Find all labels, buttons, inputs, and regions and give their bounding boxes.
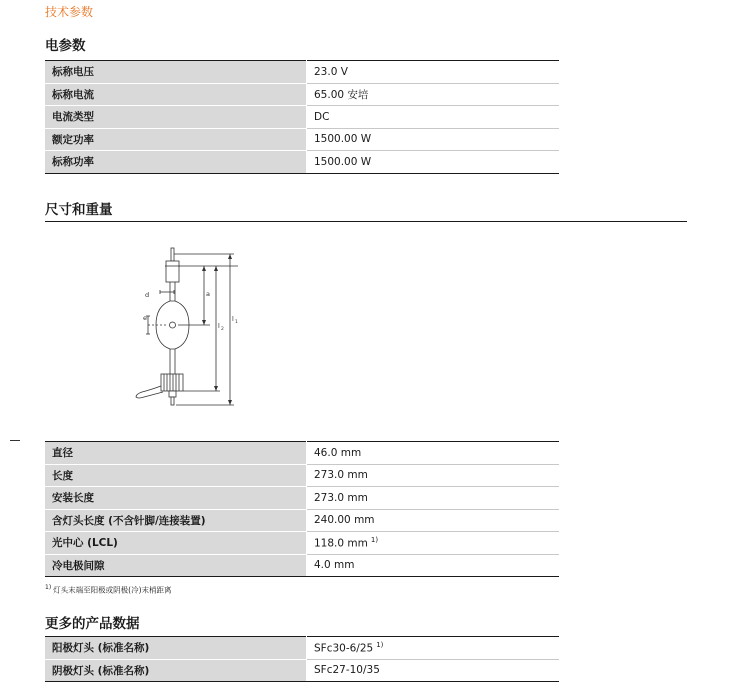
- table-row: [45, 128, 559, 151]
- footnote: [45, 584, 172, 596]
- table-row: [45, 532, 559, 555]
- row-value: 273.0 mm: [307, 487, 560, 510]
- row-value: SFc30-6/25 $^{1)}$: [307, 637, 560, 660]
- row-value: 65.00 安培: [307, 83, 560, 106]
- electrical-table: [45, 60, 559, 174]
- label-a: a: [206, 290, 210, 298]
- section-title-dimensions: 尺寸和重量: [45, 202, 113, 218]
- label-l2-sub: 2: [221, 327, 224, 332]
- margin-mark: [10, 440, 20, 441]
- row-key: 电流类型: [45, 106, 307, 129]
- table-row: [45, 464, 559, 487]
- table-row: [45, 151, 559, 174]
- table-row: [45, 106, 559, 129]
- table-row: [45, 554, 559, 577]
- label-l1: l: [232, 315, 234, 323]
- section-title-more-data: 更多的产品数据: [45, 616, 140, 632]
- table-row: [45, 659, 559, 682]
- row-value: 240.00 mm: [307, 509, 560, 532]
- section-divider: [45, 221, 687, 222]
- row-key: 标称电压: [45, 61, 307, 84]
- row-value: 273.0 mm: [307, 464, 560, 487]
- row-key: 标称电流: [45, 83, 307, 106]
- row-key: 标称功率: [45, 151, 307, 174]
- row-value: DC: [307, 106, 560, 129]
- label-d: d: [145, 291, 150, 299]
- row-value: 118.0 mm $^{1)}$: [307, 532, 560, 555]
- table-row: [45, 61, 559, 84]
- lamp-dimension-diagram: [130, 246, 250, 414]
- dimensions-table: [45, 441, 559, 577]
- table-row: [45, 509, 559, 532]
- row-value: SFc27-10/35: [307, 659, 560, 682]
- row-value: 4.0 mm: [307, 554, 560, 577]
- row-key: 含灯头长度 (不含针脚/连接装置): [45, 509, 307, 532]
- page-label: 技术参数: [45, 5, 94, 19]
- table-row: [45, 442, 559, 465]
- row-key: 额定功率: [45, 128, 307, 151]
- label-l1-sub: 1: [235, 320, 238, 325]
- row-value: 1500.00 W: [307, 151, 560, 174]
- row-value: 46.0 mm: [307, 442, 560, 465]
- label-l2: l: [218, 322, 220, 330]
- row-key: 冷电极间隙: [45, 554, 307, 577]
- label-e: e: [143, 314, 147, 322]
- row-key: 安装长度: [45, 487, 307, 510]
- table-row: [45, 637, 559, 660]
- row-key: 光中心 (LCL): [45, 532, 307, 555]
- section-title-electrical: 电参数: [45, 38, 86, 54]
- table-row: [45, 487, 559, 510]
- footnote-ref: 1): [370, 536, 379, 544]
- row-value: 23.0 V: [307, 61, 560, 84]
- table-row: [45, 83, 559, 106]
- row-value: 1500.00 W: [307, 128, 560, 151]
- row-key: 直径: [45, 442, 307, 465]
- row-key: 长度: [45, 464, 307, 487]
- row-key: 阳极灯头 (标准名称): [45, 637, 307, 660]
- row-key: 阴极灯头 (标准名称): [45, 659, 307, 682]
- footnote-mark: 1): [45, 584, 52, 591]
- footnote-text: 灯头末端至阳极或阴极(冷)末梢距离: [53, 585, 172, 595]
- footnote-ref: 1): [376, 641, 384, 649]
- more-data-table: [45, 636, 559, 682]
